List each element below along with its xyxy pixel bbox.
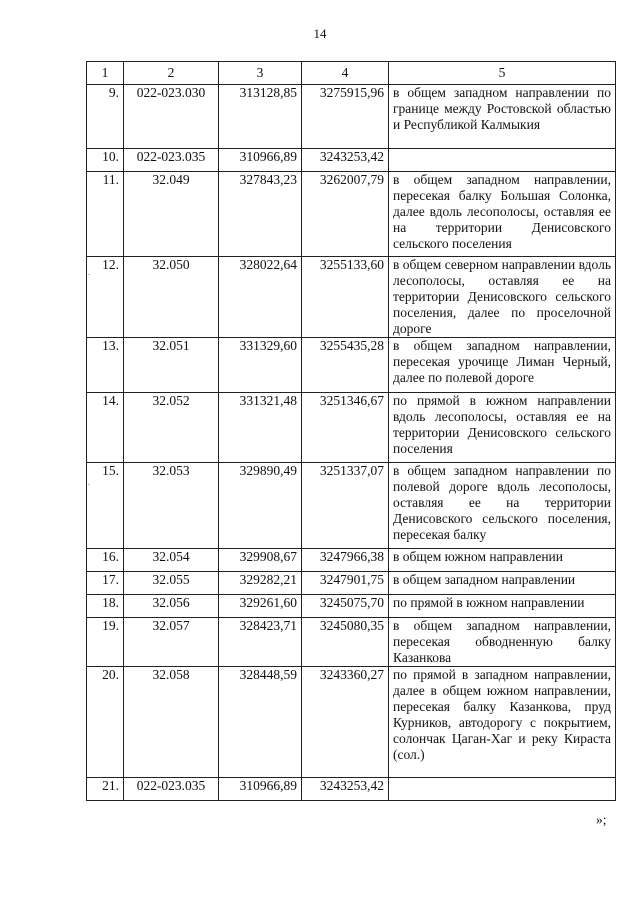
table-row [87,393,616,463]
boundary-points-table [86,61,616,801]
cell-description: по прямой в южном направлении вдоль лесополосы, оставляя ее на территории Денисовского сельского поселения [389,393,616,463]
cell-y-coordinate: 3262007,79 [302,172,389,257]
cell-description: в общем западном направлении, пересекая балку Большая Солонка, далее вдоль лесополосы, оставляя ее на территории Денисовского сельского поселения [389,172,616,257]
cell-number: 14. [87,393,124,463]
table-row [87,549,616,572]
cell-number: 21. [87,778,124,801]
cell-x-coordinate: 329908,67 [219,549,302,572]
cell-point-id: 32.049 [124,172,219,257]
cell-x-coordinate: 329890,49 [219,463,302,549]
page-number: 14 [313,26,327,41]
cell-number: 20. [87,667,124,778]
table-row [87,463,616,549]
cell-y-coordinate: 3247966,38 [302,549,389,572]
cell-y-coordinate: 3251346,67 [302,393,389,463]
cell-number: 9. [87,85,124,149]
table-header-row [87,62,616,85]
cell-description: в общем южном направлении [389,549,616,572]
cell-description: по прямой в южном направлении [389,595,616,618]
cell-point-id: 32.051 [124,338,219,393]
cell-number: 11. [87,172,124,257]
margin-dot: . [88,268,90,277]
cell-y-coordinate: 3243360,27 [302,667,389,778]
cell-point-id: 022-023.030 [124,85,219,149]
cell-y-coordinate: 3275915,96 [302,85,389,149]
cell-y-coordinate: 3245080,35 [302,618,389,667]
cell-number: 17. [87,572,124,595]
cell-x-coordinate: 310966,89 [219,778,302,801]
table-row [87,572,616,595]
cell-point-id: 32.057 [124,618,219,667]
cell-x-coordinate: 329282,21 [219,572,302,595]
cell-x-coordinate: 331329,60 [219,338,302,393]
cell-x-coordinate: 331321,48 [219,393,302,463]
column-header-4: 4 [302,62,389,85]
cell-x-coordinate: 327843,23 [219,172,302,257]
cell-y-coordinate: 3243253,42 [302,778,389,801]
cell-point-id: 32.050 [124,257,219,338]
table-row [87,595,616,618]
cell-point-id: 32.055 [124,572,219,595]
cell-description: в общем западном направлении, пересекая обводненную балку Казанкова [389,618,616,667]
cell-number: 13. [87,338,124,393]
column-header-3: 3 [219,62,302,85]
cell-point-id: 022-023.035 [124,149,219,172]
cell-x-coordinate: 328448,59 [219,667,302,778]
cell-point-id: 32.058 [124,667,219,778]
margin-dot: . [88,478,90,487]
table-row [87,85,616,149]
cell-point-id: 32.053 [124,463,219,549]
cell-x-coordinate: 313128,85 [219,85,302,149]
column-header-2: 2 [124,62,219,85]
cell-number: 19. [87,618,124,667]
cell-point-id: 32.054 [124,549,219,572]
table-row [87,618,616,667]
cell-number: 10. [87,149,124,172]
cell-number: 12. [87,257,124,338]
cell-x-coordinate: 310966,89 [219,149,302,172]
cell-point-id: 32.056 [124,595,219,618]
cell-description: в общем западном направлении, пересекая урочище Лиман Черный, далее по полевой дороге [389,338,616,393]
cell-description [389,778,616,801]
table-row [87,257,616,338]
cell-x-coordinate: 328423,71 [219,618,302,667]
cell-number: 16. [87,549,124,572]
cell-description: в общем западном направлении по границе между Ростовской областью и Республикой Калмыкия [389,85,616,149]
cell-description [389,149,616,172]
cell-y-coordinate: 3247901,75 [302,572,389,595]
cell-point-id: 022-023.035 [124,778,219,801]
table-row [87,149,616,172]
cell-y-coordinate: 3255435,28 [302,338,389,393]
cell-number: 18. [87,595,124,618]
cell-description: в общем западном направлении по полевой дороге вдоль лесополосы, оставляя ее на территории Денисовского сельского поселения, пересекая балку [389,463,616,549]
cell-y-coordinate: 3251337,07 [302,463,389,549]
table-row [87,172,616,257]
cell-number: 15. [87,463,124,549]
cell-x-coordinate: 328022,64 [219,257,302,338]
column-header-5: 5 [389,62,616,85]
cell-y-coordinate: 3255133,60 [302,257,389,338]
cell-description: в общем северном направлении вдоль лесополосы, оставляя ее на территории Денисовского сельского поселения, далее по проселочной дороге [389,257,616,338]
cell-description: по прямой в западном направлении, далее в общем южном направлении, пересекая балку Казанкова, пруд Курников, автодорогу с покрытием, солончак Цаган-Хаг и реку Кираста (сол.) [389,667,616,778]
cell-description: в общем западном направлении [389,572,616,595]
cell-point-id: 32.052 [124,393,219,463]
cell-x-coordinate: 329261,60 [219,595,302,618]
closing-quote-mark: »; [596,812,607,827]
table-row [87,778,616,801]
table-row [87,338,616,393]
column-header-1: 1 [87,62,124,85]
table-row [87,667,616,778]
cell-y-coordinate: 3245075,70 [302,595,389,618]
cell-y-coordinate: 3243253,42 [302,149,389,172]
